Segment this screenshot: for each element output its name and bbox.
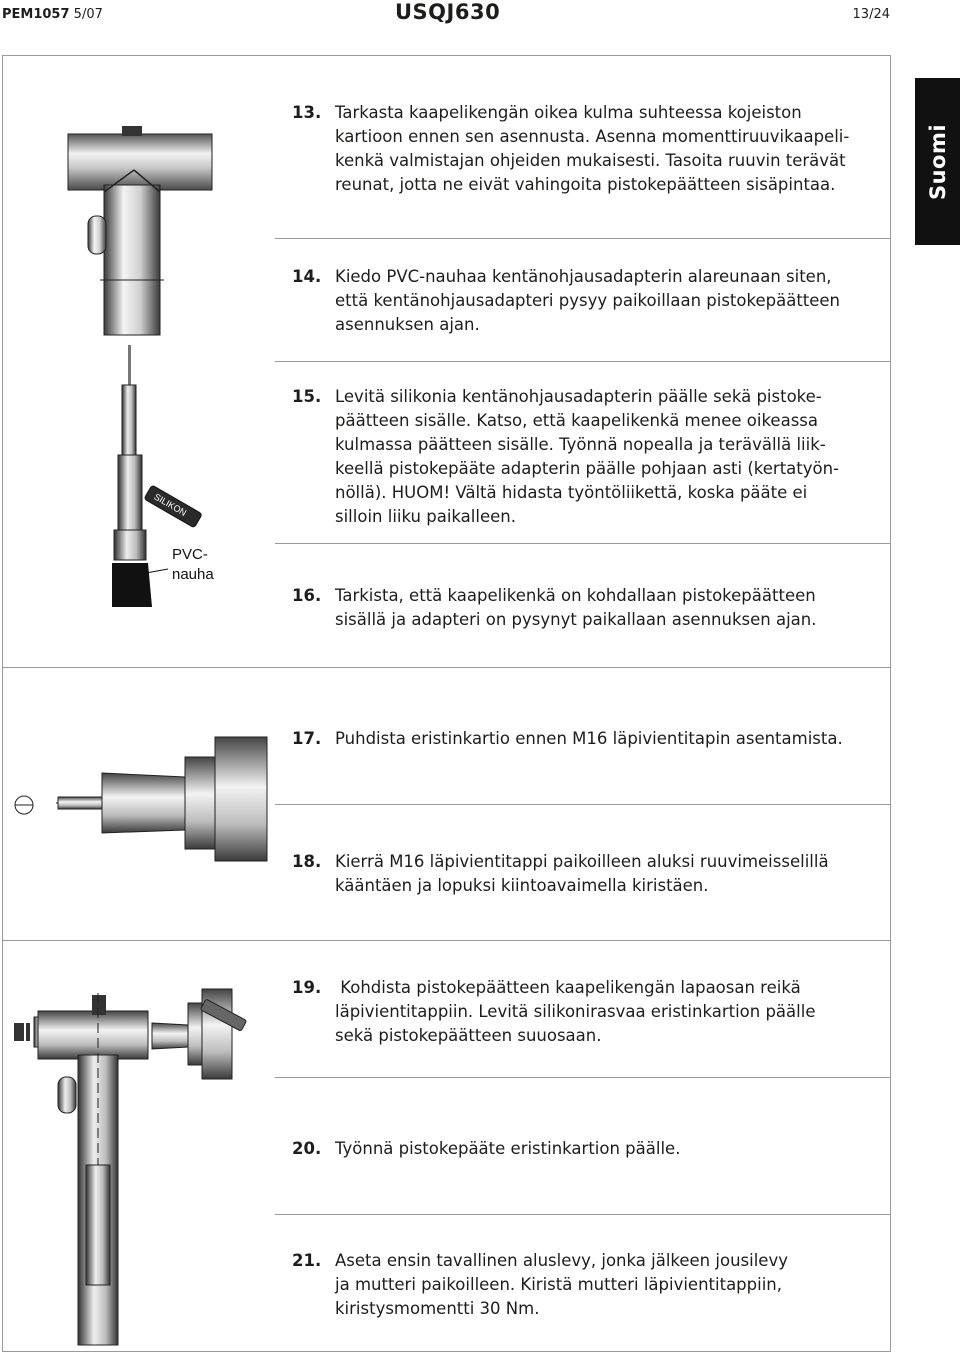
step-text-line: Kohdista pistokepäätteen kaapelikengän lapaosan reikä (335, 978, 801, 997)
step-text-line: että kentänohjausadapteri pysyy paikoillaan pistokepäätteen (335, 291, 841, 310)
document-version: 5/07 (73, 7, 103, 22)
step-text-line: Aseta ensin tavallinen aluslevy, jonka jälkeen jousilevy (335, 1251, 788, 1270)
step-text-line: Levitä silikonia kentänohjausadapterin päälle sekä pistoke- (335, 387, 822, 406)
step-text-line: Kiedo PVC-nauhaa kentänohjausadapterin alareunaan siten, (335, 267, 832, 286)
frame-top-border (2, 55, 891, 56)
document-code: PEM1057 5/07 (2, 7, 103, 22)
step-text-line: Tarkasta kaapelikengän oikea kulma suhteessa kojeiston (335, 103, 802, 122)
insulator-cone (102, 773, 185, 833)
step-text-line: sekä pistokepäätteen suuosaan. (335, 1026, 602, 1045)
bushing-flange (185, 757, 215, 849)
step-text-line: läpivientitappiin. Levitä silikonirasvaa eristinkartion päälle (335, 1002, 816, 1021)
product-title: USQJ630 (395, 0, 501, 24)
section-divider (2, 940, 891, 941)
connector-housing (38, 1011, 148, 1059)
conductor-tip (128, 345, 131, 385)
connector-cap (122, 126, 142, 136)
spring-washer-icon (26, 1023, 30, 1041)
page-number: 13/24 (852, 7, 890, 22)
cable (86, 1165, 110, 1285)
step-text-line: kenkä valmistajan ohjeiden mukaisesti. Tasoita ruuvin terävät (335, 151, 846, 170)
frame-bottom-border (2, 1351, 891, 1352)
insulator-cone (152, 1023, 188, 1049)
cable-lug (122, 385, 136, 460)
pvc-tape-label: PVC- nauha (172, 546, 214, 583)
language-tab: Suomi (915, 78, 960, 245)
step-text-line: päätteen sisälle. Katso, että kaapelikenkä menee oikeassa (335, 411, 818, 430)
step-divider (275, 804, 890, 805)
step-text-line: Työnnä pistokepääte eristinkartion päälle. (335, 1139, 681, 1158)
test-point (88, 216, 106, 254)
section-divider (2, 667, 891, 668)
frame-left-border (2, 55, 3, 1352)
step-divider (275, 1214, 890, 1215)
m16-stud (58, 797, 106, 809)
frame-right-border (890, 55, 891, 1352)
silicone-tube-label: SILIKON (152, 491, 189, 519)
step-text-line: sisällä ja adapteri on pysynyt paikallaan asennuksen ajan. (335, 610, 817, 629)
step-text-line: kiristysmomentti 30 Nm. (335, 1299, 540, 1318)
connector-assembly-illustration (10, 985, 272, 1350)
pvc-tape-wrap (112, 563, 152, 607)
step-text-line: kääntäen ja lopuksi kiintoavaimella kiristäen. (335, 876, 709, 895)
step-text-line: Puhdista eristinkartio ennen M16 läpivientitapin asentamista. (335, 729, 843, 748)
connector-cap (92, 995, 106, 1015)
step-text-line: kartioon ennen sen asennusta. Asenna momenttiruuvikaapeli- (335, 127, 850, 146)
page-header (0, 0, 960, 32)
bushing-illustration (10, 725, 272, 865)
bushing-base (215, 737, 267, 861)
step-text-line: keellä pistokepääte adapterin päälle pohjaan asti (kertatyön- (335, 459, 840, 478)
step-text-line: nöllä). HUOM! Vältä hidasta työntöliikettä, koska pääte ei (335, 483, 808, 502)
bushing-flange (188, 1003, 202, 1065)
step-divider (275, 543, 890, 544)
cable-insulation (118, 455, 142, 535)
connector-body-horizontal (68, 134, 212, 190)
step-divider (275, 361, 890, 362)
t-connector-illustration (60, 120, 220, 350)
step-text-line: Kierrä M16 läpivientitappi paikoilleen aluksi ruuvimeisselillä (335, 852, 829, 871)
step-text-line: silloin liiku paikalleen. (335, 507, 516, 526)
washer-icon (14, 1023, 24, 1041)
step-text-line: Tarkista, että kaapelikenkä on kohdallaan pistokepäätteen (335, 586, 816, 605)
test-point (58, 1077, 76, 1113)
step-text-line: ja mutteri paikoilleen. Kiristä mutteri läpivientitappiin, (335, 1275, 782, 1294)
silicone-tube (144, 485, 202, 528)
step-divider (275, 1077, 890, 1078)
connector-body-vertical (104, 185, 160, 335)
step-text-line: kulmassa päätteen sisälle. Työnnä nopealla ja terävällä liik- (335, 435, 826, 454)
step-text-line: reunat, jotta ne eivät vahingoita pistokepäätteen sisäpintaa. (335, 175, 836, 194)
step-divider (275, 238, 890, 239)
step-text-line: asennuksen ajan. (335, 315, 480, 334)
stress-control-adapter (114, 530, 146, 560)
